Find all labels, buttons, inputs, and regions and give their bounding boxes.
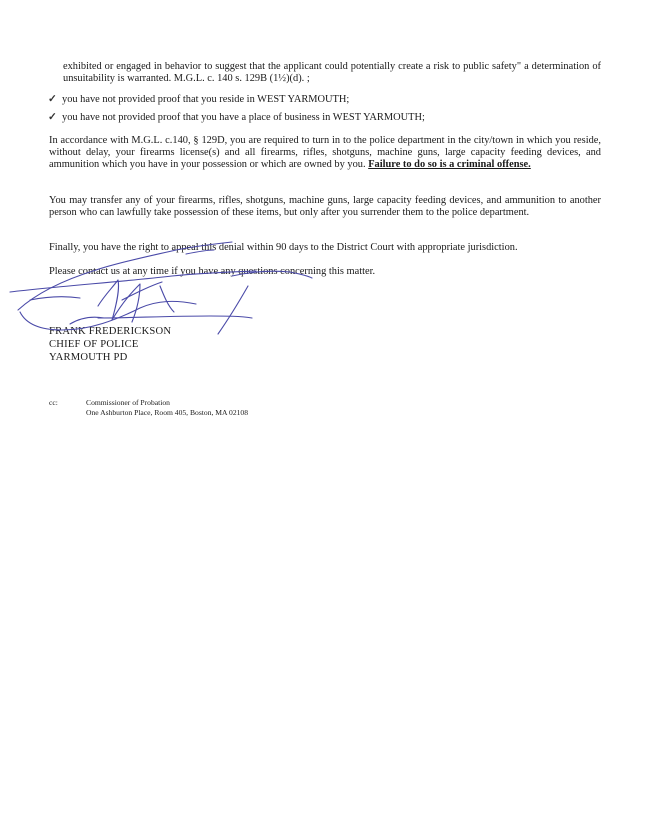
cc-address: One Ashburton Place, Room 405, Boston, MA 02108 [86,408,249,417]
paragraph-transfer: You may transfer any of your firearms, rifles, shotguns, machine guns, large capacity feeding devices, and ammunition to another person who can lawfully take possession of these items, but only after you surrender them to the police department. [49,195,601,219]
paragraph-unsuitability: exhibited or engaged in behavior to suggest that the applicant could potentially create a risk to public safety" a determination of unsuitability is warranted. M.G.L. c. 140 s. 129B (1½)(d). ; [63,61,601,85]
paragraph-appeal: Finally, you have the right to appeal this denial within 90 days to the District Court with appropriate jurisdiction. [49,242,518,253]
signer-title: CHIEF OF POLICE [49,339,139,350]
criminal-offense-warning: Failure to do so is a criminal offense. [368,159,531,171]
signer-department: YARMOUTH PD [49,352,128,363]
signer-name: FRANK FREDERICKSON [49,326,172,337]
cc-recipient: Commissioner of Probation [86,398,170,407]
checklist-text: you have not provided proof that you have a place of business in WEST YARMOUTH; [62,112,425,123]
paragraph-contact: Please contact us at any time if you have any questions concerning this matter. [49,266,376,277]
surrender-text: In accordance with M.G.L. c.140, § 129D, you are required to turn in to the police department in the city/town in which you reside, without delay, your firearms license(s) and all firearms, rifles, shotguns, machine guns, large capacity feeding devices, and ammunition which you have in your possession or which are owned by you. [49,135,601,171]
checkmark-icon: ✓ [48,94,57,105]
checkmark-icon: ✓ [48,112,57,123]
cc-label: cc: [49,398,58,407]
checklist-text: you have not provided proof that you reside in WEST YARMOUTH; [62,94,350,105]
